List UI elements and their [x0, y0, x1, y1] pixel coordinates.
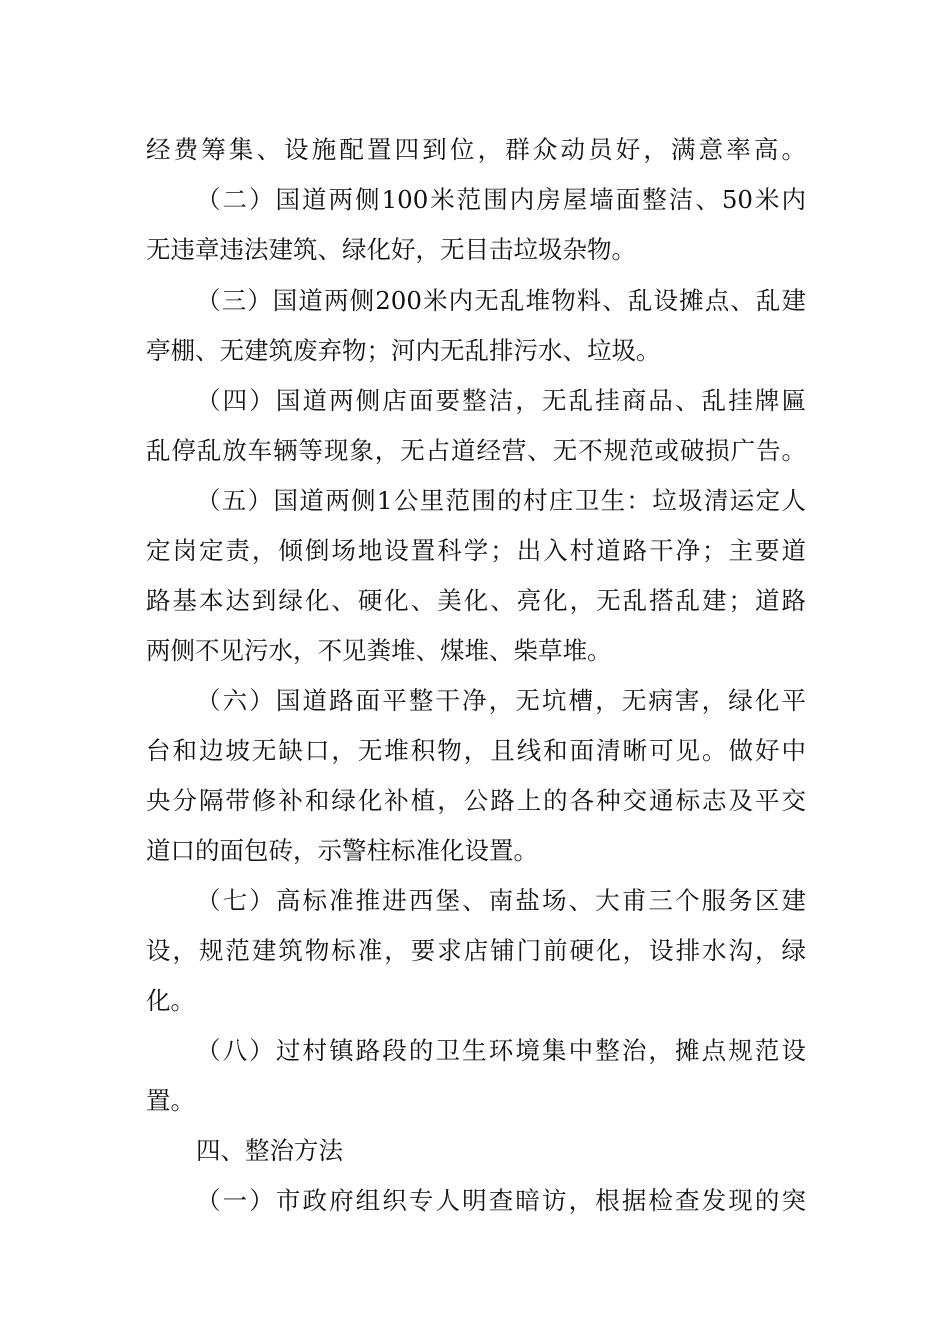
- text-line: 道口的面包砖，示警柱标准化设置。: [146, 836, 538, 865]
- text-line: （三）国道两侧200米内无乱堆物料、乱设摊点、乱建: [196, 286, 806, 315]
- text-line: 定岗定责，倾倒场地设置科学；出入村道路干净；主要道: [146, 536, 806, 565]
- text-line: 路基本达到绿化、硬化、美化、亮化，无乱搭乱建；道路: [146, 586, 806, 615]
- text-line: （八）过村镇路段的卫生环境集中整治，摊点规范设: [196, 1036, 806, 1065]
- text-line: 设，规范建筑物标准，要求店铺门前硬化，设排水沟，绿: [146, 936, 806, 965]
- section-heading: 四、整治方法: [196, 1136, 343, 1165]
- text-line: 台和边坡无缺口，无堆积物，且线和面清晰可见。做好中: [146, 736, 806, 765]
- text-line: （七）高标准推进西堡、南盐场、大甫三个服务区建: [196, 886, 806, 915]
- text-line: 无违章违法建筑、绿化好，无目击垃圾杂物。: [146, 235, 636, 264]
- text-line: 经费筹集、设施配置四到位，群众动员好，满意率高。: [146, 135, 806, 164]
- text-line: 化。: [146, 986, 195, 1015]
- text-line: 央分隔带修补和绿化补植，公路上的各种交通标志及平交: [146, 786, 806, 815]
- text-line: （四）国道两侧店面要整洁，无乱挂商品、乱挂牌匾: [196, 386, 806, 415]
- text-line: 置。: [146, 1086, 195, 1115]
- text-line: 两侧不见污水，不见粪堆、煤堆、柴草堆。: [146, 636, 612, 665]
- text-line: 乱停乱放车辆等现象，无占道经营、无不规范或破损广告。: [146, 436, 806, 465]
- text-line: 亭棚、无建筑废弃物；河内无乱排污水、垃圾。: [146, 336, 661, 365]
- text-line: （五）国道两侧1公里范围的村庄卫生：垃圾清运定人: [196, 486, 806, 515]
- text-line: （一）市政府组织专人明查暗访，根据检查发现的突: [196, 1186, 806, 1215]
- text-line: （二）国道两侧100米范围内房屋墙面整洁、50米内: [196, 185, 806, 214]
- text-line: （六）国道路面平整干净，无坑槽，无病害，绿化平: [196, 686, 806, 715]
